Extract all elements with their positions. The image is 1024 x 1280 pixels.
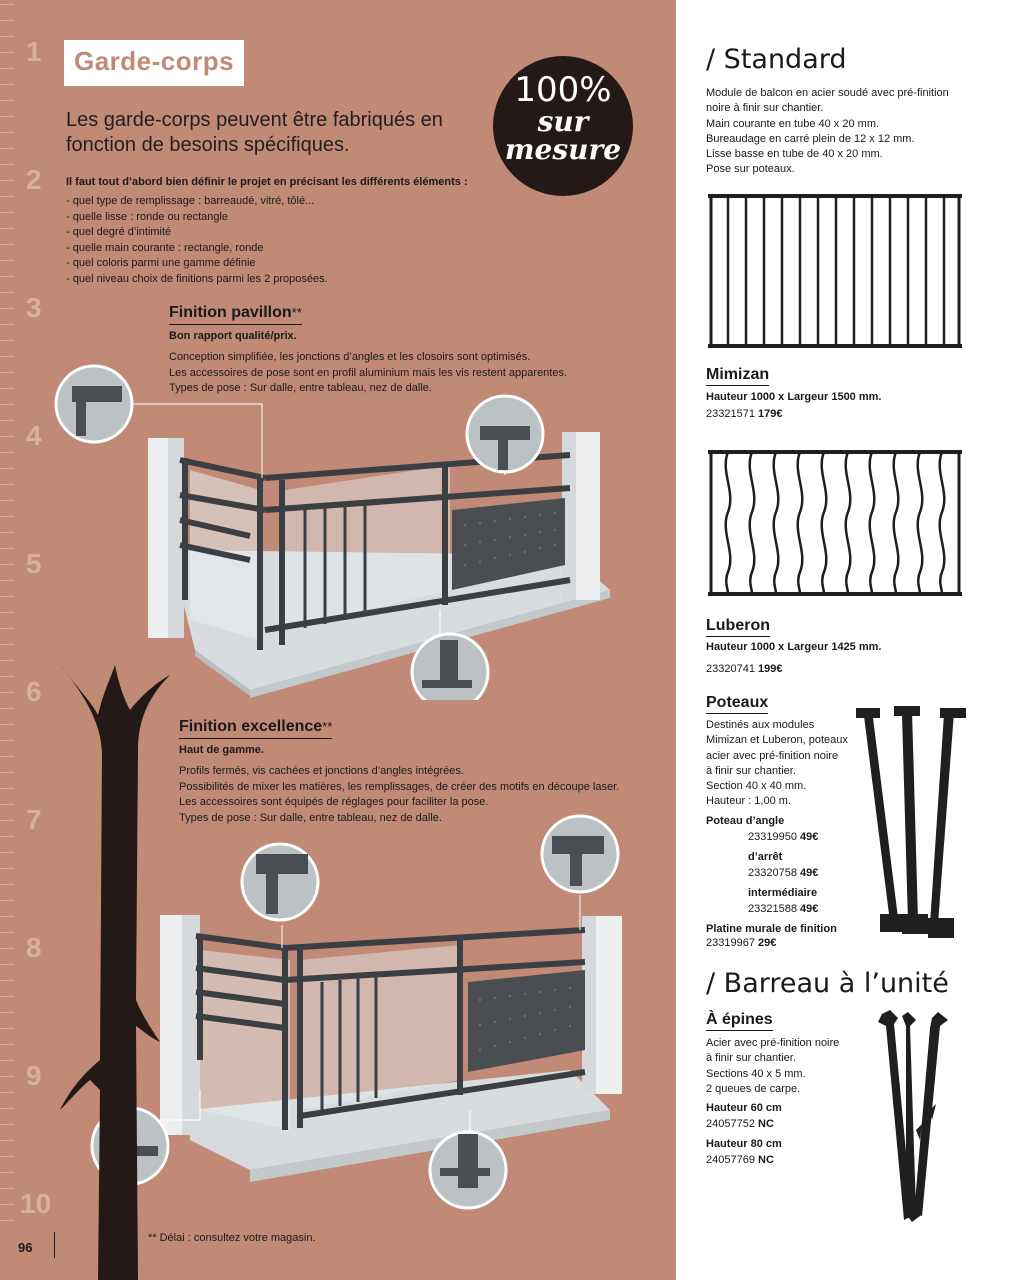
standard-description xyxy=(706,86,949,178)
ruler-tick xyxy=(0,260,14,261)
ruler-tick xyxy=(0,452,14,453)
ruler-tick xyxy=(0,68,14,69)
ruler-tick xyxy=(0,36,14,37)
ruler-tick xyxy=(0,1108,14,1109)
ruler-tick xyxy=(0,468,14,469)
pavillon-heading: Finition pavillon** xyxy=(169,304,302,325)
ruler-tick xyxy=(0,564,14,565)
list-item: - quel coloris parmi une gamme définie xyxy=(66,257,256,269)
luberon-title: Luberon xyxy=(706,617,770,637)
ruler-tick xyxy=(0,996,14,997)
mimizan-railing-image xyxy=(708,190,964,352)
ruler-tick xyxy=(0,964,14,965)
ruler-tick xyxy=(0,596,14,597)
lead-text: Il faut tout d’abord bien définir le projet en précisant les différents éléments : xyxy=(66,176,468,188)
text-line: Lisse basse en tube de 40 x 20 mm. xyxy=(706,148,883,161)
text-line: noire à finir sur chantier. xyxy=(706,102,824,115)
ruler-tick xyxy=(0,772,14,773)
poteau-angle-reference: 23319950 49€ xyxy=(748,831,819,843)
detail-circle-bottom xyxy=(412,634,488,700)
barreau-epines-image xyxy=(876,1010,956,1226)
page-title: Garde-corps xyxy=(64,40,244,86)
ruler-tick xyxy=(0,868,14,869)
poteau-angle-label: Poteau d’angle xyxy=(706,815,785,827)
text-line: Mimizan et Luberon, poteaux xyxy=(706,734,848,747)
ruler-tick xyxy=(0,212,14,213)
ruler-tick xyxy=(0,436,14,437)
text-line: acier avec pré-finition noire xyxy=(706,749,839,762)
text-line: Main courante en tube 40 x 20 mm. xyxy=(706,117,880,130)
text-line: à finir sur chantier. xyxy=(706,764,796,777)
list-item: - quel niveau choix de finitions parmi les 2 proposées. xyxy=(66,272,328,285)
text-line: Section 40 x 40 mm. xyxy=(706,780,807,793)
detail-circle-top-right xyxy=(467,396,543,472)
poteau-intermediaire-label: intermédiaire xyxy=(748,887,818,899)
ruler-tick xyxy=(0,292,14,293)
ruler-tick xyxy=(0,1092,14,1093)
badge-percent: 100% xyxy=(514,70,612,110)
ruler-tick xyxy=(0,276,14,277)
ruler-tick xyxy=(0,1220,14,1221)
text-line: Types de pose : Sur dalle, entre tableau, nez de dalle. xyxy=(169,382,432,394)
ruler-tick xyxy=(0,660,14,661)
text-line: Module de balcon en acier soudé avec pré-finition xyxy=(706,87,949,99)
poteaux-description xyxy=(706,718,848,810)
ruler-tick xyxy=(0,180,14,181)
mimizan-title: Mimizan xyxy=(706,366,769,386)
ruler-tick xyxy=(0,820,14,821)
excellence-subtitle: Haut de gamme. xyxy=(179,744,264,756)
ruler-tick xyxy=(0,1060,14,1061)
ruler-tick xyxy=(0,20,14,21)
poteau-arret-reference: 23320758 49€ xyxy=(748,867,819,879)
badge-line: mesure xyxy=(504,133,622,166)
ruler-number: 8 xyxy=(26,932,42,963)
ruler-tick xyxy=(0,612,14,613)
ruler-tick xyxy=(0,1124,14,1125)
detail-circle-top-left xyxy=(242,844,318,920)
text-line: Types de pose : Sur dalle, entre tableau, nez de dalle. xyxy=(179,811,442,824)
ruler-tick xyxy=(0,244,14,245)
detail-circle-bottom xyxy=(430,1132,506,1208)
ruler-tick xyxy=(0,500,14,501)
ruler-tick xyxy=(0,388,14,389)
decorative-tree-trunk xyxy=(60,660,170,1280)
requirements-list xyxy=(66,194,328,287)
ruler-tick xyxy=(0,100,14,101)
ruler-tick xyxy=(0,228,14,229)
ruler-tick xyxy=(0,420,14,421)
pavillon-railing-illustration xyxy=(50,360,610,700)
text-line: Les accessoires de pose sont en profil aluminium mais les vis restent apparentes. xyxy=(169,366,568,379)
ruler-number: 7 xyxy=(26,804,42,835)
ruler-tick xyxy=(0,356,14,357)
ruler-tick xyxy=(0,708,14,709)
ruler-tick xyxy=(0,932,14,933)
ruler-tick xyxy=(0,1028,14,1029)
text-line: Bureaudage en carré plein de 12 x 12 mm. xyxy=(706,132,915,145)
text-line: Possibilités de mixer les matières, les remplissages, de créer des motifs en découpe laser. xyxy=(179,780,620,793)
excellence-heading: Finition excellence** xyxy=(179,718,332,739)
poteau-intermediaire-reference: 23321588 49€ xyxy=(748,903,819,915)
platine-reference: 23319967 29€ xyxy=(706,937,777,949)
ruler-tick xyxy=(0,1076,14,1077)
ruler-tick xyxy=(0,852,14,853)
poteaux-title: Poteaux xyxy=(706,694,768,714)
text-line: Hauteur : 1,00 m. xyxy=(706,795,791,808)
text-line: Profils fermés, vis cachées et jonctions d’angles intégrées. xyxy=(179,765,464,777)
footnote: ** Délai : consultez votre magasin. xyxy=(148,1232,316,1244)
ruler-number: 4 xyxy=(26,420,42,451)
ruler-tick xyxy=(0,132,14,133)
list-item: - quel type de remplissage : barreaudé, vitré, tôlé... xyxy=(66,195,315,207)
right-column xyxy=(676,0,1024,1280)
divider xyxy=(54,1232,55,1258)
ruler-tick xyxy=(0,836,14,837)
ruler-tick xyxy=(0,1140,14,1141)
ruler-tick xyxy=(0,884,14,885)
ruler-tick xyxy=(0,52,14,53)
pavillon-subtitle: Bon rapport qualité/prix. xyxy=(169,330,297,342)
ruler-tick xyxy=(0,148,14,149)
epines-60-label: Hauteur 60 cm xyxy=(706,1102,782,1114)
poteaux-image xyxy=(854,700,984,946)
ruler-tick xyxy=(0,1188,14,1189)
ruler-tick xyxy=(0,1156,14,1157)
perforated-panel xyxy=(468,970,585,1072)
list-item: - quelle main courante : rectangle, ronde xyxy=(66,241,264,254)
ruler-tick xyxy=(0,676,14,677)
ruler-tick xyxy=(0,1172,14,1173)
epines-60-reference: 24057752 NC xyxy=(706,1118,774,1130)
ruler-tick xyxy=(0,372,14,373)
platine-label: Platine murale de finition xyxy=(706,923,837,935)
ruler-tick xyxy=(0,1204,14,1205)
ruler-tick xyxy=(0,692,14,693)
luberon-dimensions: Hauteur 1000 x Largeur 1425 mm. xyxy=(706,641,882,653)
text-line: Sections 40 x 5 mm. xyxy=(706,1067,806,1080)
barreau-heading: / Barreau à l’unité xyxy=(706,968,949,999)
text-line: à finir sur chantier. xyxy=(706,1052,796,1065)
ruler-tick xyxy=(0,756,14,757)
epines-title: À épines xyxy=(706,1011,773,1031)
epines-description xyxy=(706,1036,839,1097)
ruler-number: 6 xyxy=(26,676,42,707)
ruler-tick xyxy=(0,404,14,405)
ruler-tick xyxy=(0,804,14,805)
ruler-number: 5 xyxy=(26,548,42,579)
intro-text: Les garde-corps peuvent être fabriqués en fonction de besoins spécifiques. xyxy=(66,109,443,156)
ruler-tick xyxy=(0,788,14,789)
text-line: Destinés aux modules xyxy=(706,719,815,731)
poteau-arret-label: d’arrêt xyxy=(748,851,783,863)
ruler-tick xyxy=(0,484,14,485)
ruler-tick xyxy=(0,548,14,549)
ruler-tick xyxy=(0,340,14,341)
excellence-railing-illustration xyxy=(90,810,650,1210)
ruler-tick xyxy=(0,740,14,741)
ruler-tick xyxy=(0,1044,14,1045)
ruler-number: 2 xyxy=(26,164,42,195)
ruler-tick xyxy=(0,980,14,981)
mimizan-reference: 23321571 179€ xyxy=(706,408,783,420)
ruler-tick xyxy=(0,628,14,629)
text-line: 2 queues de carpe. xyxy=(706,1082,801,1095)
list-item: - quelle lisse : ronde ou rectangle xyxy=(66,210,229,223)
mimizan-dimensions: Hauteur 1000 x Largeur 1500 mm. xyxy=(706,391,882,403)
standard-heading: / Standard xyxy=(706,44,847,75)
ruler-tick xyxy=(0,196,14,197)
ruler-number: 3 xyxy=(26,292,42,323)
text-line: Acier avec pré-finition noire xyxy=(706,1037,840,1049)
ruler-tick xyxy=(0,900,14,901)
text-line: Pose sur poteaux. xyxy=(706,163,795,176)
ruler-tick xyxy=(0,164,14,165)
ruler-number: 9 xyxy=(26,1060,42,1091)
detail-circle-top-left xyxy=(56,366,132,442)
detail-circle-top-right xyxy=(542,816,618,892)
ruler-tick xyxy=(0,4,14,5)
ruler-tick xyxy=(0,724,14,725)
ruler-tick xyxy=(0,948,14,949)
ruler-tick xyxy=(0,644,14,645)
text-line: Les accessoires sont équipés de réglages pour faciliter la pose. xyxy=(179,796,489,808)
badge-line: sur xyxy=(537,105,589,138)
custom-made-badge xyxy=(493,56,633,196)
list-item: - quel degré d’intimité xyxy=(66,226,172,238)
ruler-tick xyxy=(0,916,14,917)
ruler-tick xyxy=(0,532,14,533)
text-line: Conception simplifiée, les jonctions d’angles et les closoirs sont optimisés. xyxy=(169,351,531,363)
ruler-number: 10 xyxy=(20,1188,52,1219)
ruler-tick xyxy=(0,324,14,325)
ruler-tick xyxy=(0,116,14,117)
luberon-reference: 23320741 199€ xyxy=(706,663,783,675)
page-number: 96 xyxy=(18,1240,33,1255)
epines-80-reference: 24057769 NC xyxy=(706,1154,774,1166)
ruler-tick xyxy=(0,516,14,517)
luberon-railing-image xyxy=(708,446,964,602)
ruler-tick xyxy=(0,84,14,85)
epines-80-label: Hauteur 80 cm xyxy=(706,1138,782,1150)
ruler-tick xyxy=(0,1012,14,1013)
ruler-tick xyxy=(0,580,14,581)
ruler-number: 1 xyxy=(26,36,42,67)
ruler-tick xyxy=(0,308,14,309)
